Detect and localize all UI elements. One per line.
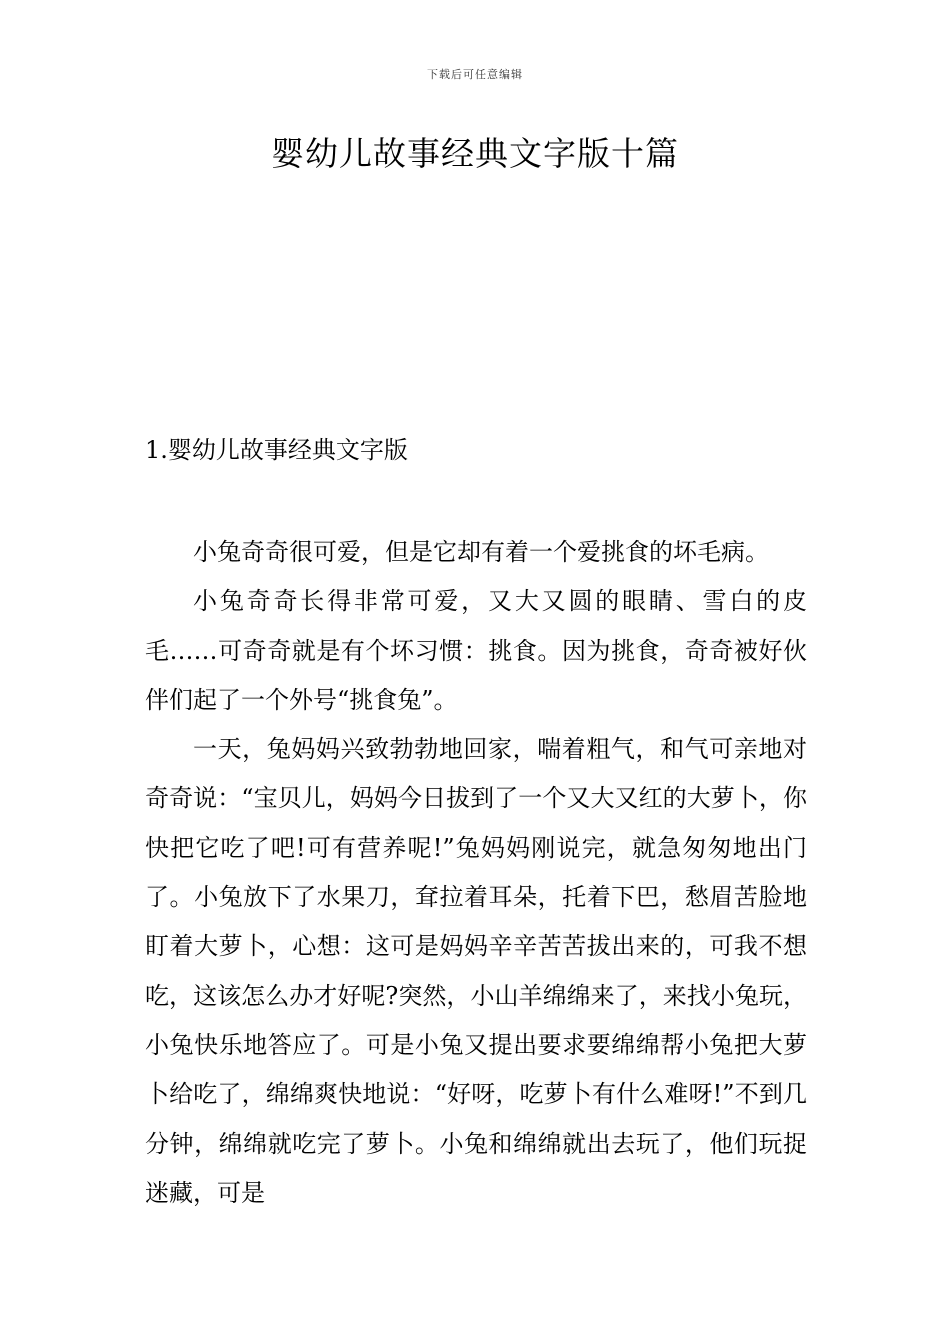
download-edit-note: 下载后可任意编辑 [427, 68, 523, 81]
story-body [145, 528, 807, 1218]
paragraph-1: 小兔奇奇很可爱，但是它却有着一个爱挑食的坏毛病。 [193, 538, 769, 566]
paragraph-3: 一天，兔妈妈兴致勃勃地回家，喘着粗气，和气可亲地对奇奇说：“宝贝儿，妈妈今日拔到了一个又大又红的大萝卜，你快把它吃了吧!可有营养呢!”兔妈妈刚说完，就急匆匆地出门了。小兔放下了水果刀，耷拉着耳朵，托着下巴，愁眉苦脸地盯着大萝卜，心想：这可是妈妈辛辛苦苦拔出来的，可我不想吃，这该怎么办才好呢?突然，小山羊绵绵来了，来找小兔玩，小兔快乐地答应了。可是小兔又提出要求要绵绵帮小兔把大萝卜给吃了，绵绵爽快地说：“好呀，吃萝卜有什么难呀!”不到几分钟，绵绵就吃完了萝卜。小兔和绵绵就出去玩了，他们玩捉迷藏，可是 [145, 735, 807, 1207]
document-title: 婴幼儿故事经典文字版十篇 [271, 134, 679, 173]
paragraph-2: 小兔奇奇长得非常可爱，又大又圆的眼睛、雪白的皮毛……可奇奇就是有个坏习惯：挑食。因为挑食，奇奇被好伙伴们起了一个外号“挑食兔”。 [145, 587, 807, 714]
section-heading: 1.婴幼儿故事经典文字版 [145, 436, 408, 464]
